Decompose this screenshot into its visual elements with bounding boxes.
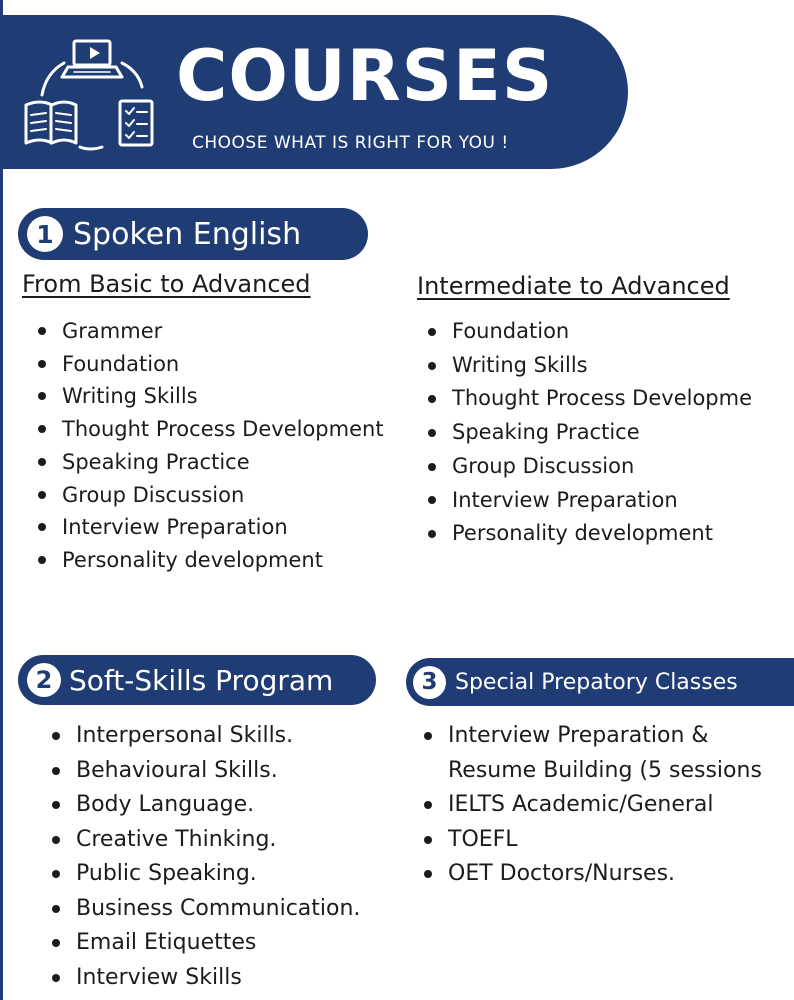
list-item: Interview Preparation	[452, 484, 794, 518]
list-item: Writing Skills	[452, 349, 794, 383]
list-item: Speaking Practice	[452, 416, 794, 450]
list-item: Interview Skills	[76, 961, 360, 996]
page-subtitle: CHOOSE WHAT IS RIGHT FOR YOU !	[192, 133, 509, 153]
section-title: Spoken English	[73, 216, 302, 252]
intermediate-course-list	[452, 315, 794, 551]
list-item: Foundation	[452, 315, 794, 349]
list-item: Thought Process Developme	[452, 382, 794, 416]
basic-to-advanced-heading: From Basic to Advanced	[22, 270, 311, 298]
section-spoken-english-pill	[18, 208, 368, 260]
list-item: Group Discussion	[452, 450, 794, 484]
list-item: Foundation	[62, 348, 384, 381]
special-classes-list	[448, 719, 794, 892]
list-item: Group Discussion	[62, 479, 384, 512]
list-item: Creative Thinking.	[76, 823, 360, 858]
list-item-continuation: Resume Building (5 sessions	[448, 757, 762, 783]
list-item: Body Language.	[76, 788, 360, 823]
list-item: OET Doctors/Nurses.	[448, 857, 794, 892]
section-title: Special Prepatory Classes	[455, 669, 738, 695]
section-number-badge: 2	[27, 663, 61, 697]
list-item: Interview Preparation &	[448, 719, 794, 754]
online-learning-icon	[18, 35, 163, 155]
list-item: Grammer	[62, 315, 384, 348]
section-special-classes-pill	[406, 658, 794, 706]
list-item: Writing Skills	[62, 380, 384, 413]
list-item: Behavioural Skills.	[76, 754, 360, 789]
section-title: Soft-Skills Program	[69, 663, 334, 697]
list-item: Email Etiquettes	[76, 926, 360, 961]
section-soft-skills-pill	[18, 655, 376, 705]
list-item: Business Communication.	[76, 892, 360, 927]
list-item: Thought Process Development	[62, 413, 384, 446]
intermediate-to-advanced-heading: Intermediate to Advanced	[417, 272, 730, 300]
list-item: Speaking Practice	[62, 446, 384, 479]
basic-course-list	[62, 315, 384, 577]
list-item: Personality development	[452, 517, 794, 551]
list-item: Public Speaking.	[76, 857, 360, 892]
section-number-badge: 3	[413, 666, 446, 699]
section-number-badge: 1	[27, 216, 63, 252]
list-item: Interpersonal Skills.	[76, 719, 360, 754]
list-item: IELTS Academic/General	[448, 788, 794, 823]
list-item: TOEFL	[448, 823, 794, 858]
list-item: Interview Preparation	[62, 511, 384, 544]
page-title: COURSES	[176, 35, 554, 117]
soft-skills-list	[76, 719, 360, 995]
list-item: Personality development	[62, 544, 384, 577]
header-banner	[0, 15, 628, 169]
